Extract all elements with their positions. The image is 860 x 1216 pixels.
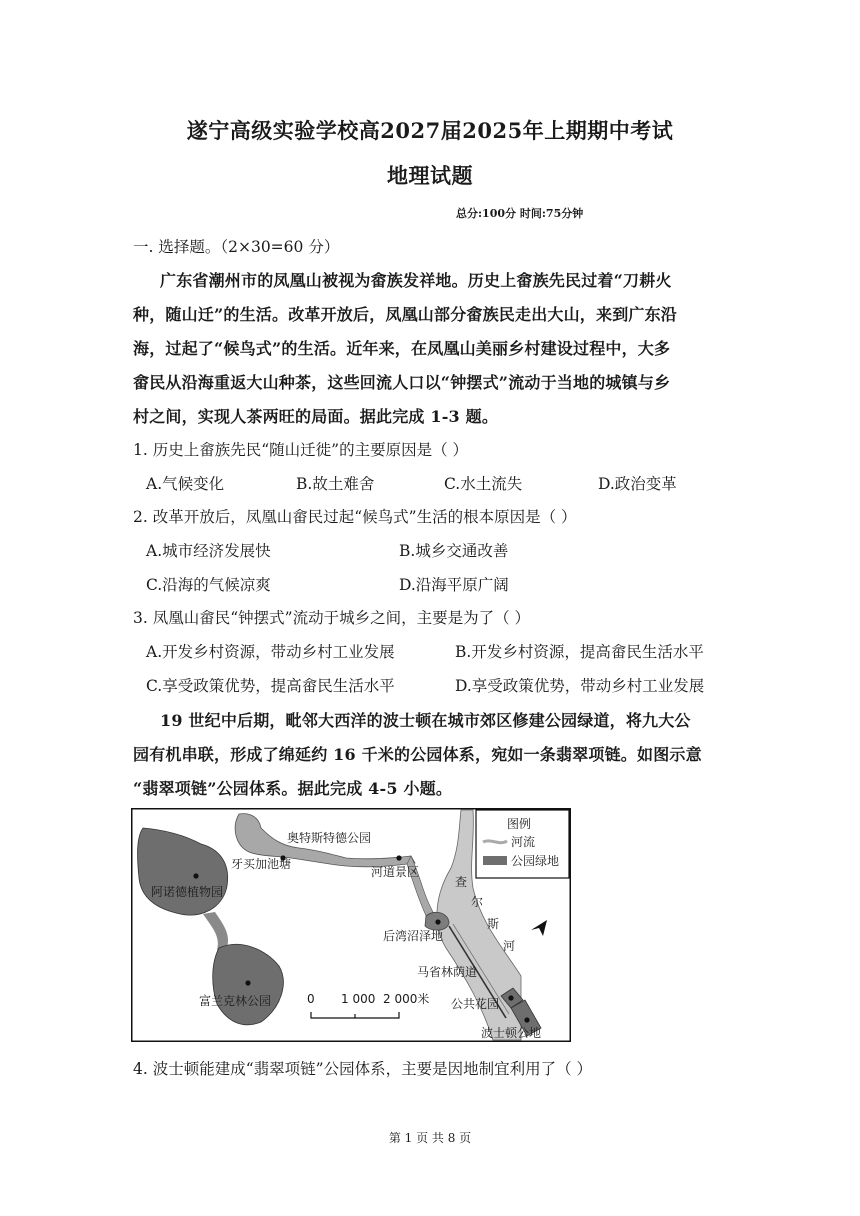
passage1-line: 村之间，实现人茶两旺的局面。据此完成 1-3 题。 [133, 407, 499, 426]
arboretum-dot [193, 873, 198, 878]
label-jamaica: 牙买加池塘 [231, 857, 292, 871]
question-2-option-c[interactable]: C.沿海的气候凉爽 [146, 576, 271, 594]
legend-title: 图例 [507, 817, 532, 831]
label-fens: 后湾沼泽地 [383, 929, 444, 943]
riverway-dot [396, 855, 401, 860]
label-riverway: 河道景区 [371, 865, 420, 879]
passage2-line: 园有机串联，形成了绵延约 16 千米的公园体系，宛如一条翡翠项链。如图示意 [133, 745, 702, 764]
question-3-option-d[interactable]: D.享受政策优势，带动乡村工业发展 [455, 677, 705, 695]
legend-river-swatch [483, 841, 507, 843]
question-3-option-a[interactable]: A.开发乡村资源，带动乡村工业发展 [146, 643, 395, 661]
label-charles-3: 斯 [487, 917, 500, 931]
question-4-stem: 4. 波士顿能建成“翡翠项链”公园体系，主要是因地制宜利用了（ ） [133, 1060, 592, 1078]
question-1-option-b[interactable]: B.故土难舍 [296, 475, 375, 493]
scale-1: 1 000 [341, 992, 376, 1006]
passage2-line: “翡翠项链”公园体系。据此完成 4-5 小题。 [133, 779, 453, 798]
passage2-line: 19 世纪中后期，毗邻大西洋的波士顿在城市郊区修建公园绿道，将九大公 [160, 711, 691, 730]
legend-river-label: 河流 [511, 835, 536, 849]
exam-meta: 总分:100分 时间:75分钟 [456, 207, 584, 220]
question-2-option-d[interactable]: D.沿海平原广阔 [399, 576, 509, 594]
question-3-stem: 3. 凤凰山畲民“钟摆式”流动于城乡之间，主要是为了（ ） [133, 609, 530, 627]
fens-dot [435, 919, 440, 924]
question-1-option-a[interactable]: A.气候变化 [146, 475, 225, 493]
question-3-option-b[interactable]: B.开发乡村资源，提高畲民生活水平 [455, 643, 704, 661]
scale-2: 2 000米 [383, 992, 430, 1006]
garden-dot [508, 995, 513, 1000]
question-1-option-c[interactable]: C.水土流失 [444, 475, 523, 493]
question-3-option-c[interactable]: C.享受政策优势，提高畲民生活水平 [146, 677, 395, 695]
label-arboretum: 阿诺德植物园 [151, 885, 224, 899]
page-footer: 第 1 页 共 8 页 [388, 1131, 472, 1145]
question-1-option-d[interactable]: D.政治变革 [598, 475, 677, 493]
label-common: 波士顿公地 [481, 1026, 542, 1040]
question-1-stem: 1. 历史上畲族先民“随山迁徙”的主要原因是（ ） [133, 441, 468, 459]
label-charles-1: 查 [455, 875, 468, 889]
passage1-line: 种，随山迁”的生活。改革开放后，凤凰山部分畲族民走出大山，来到广东沿 [133, 305, 678, 324]
label-olmsted: 奥特斯特德公园 [287, 831, 372, 845]
exam-title: 遂宁高级实验学校高2027届2025年上期期中考试 [186, 118, 674, 143]
label-garden: 公共花园 [451, 997, 500, 1011]
passage1-line: 海，过起了“候鸟式”的生活。近年来，在凤凰山美丽乡村建设过程中，大多 [133, 339, 671, 358]
label-franklin: 富兰克林公园 [199, 994, 272, 1008]
question-2-option-a[interactable]: A.城市经济发展快 [146, 542, 271, 560]
emerald-necklace-map [131, 808, 571, 1042]
scale-0: 0 [307, 992, 315, 1006]
label-charles-4: 河 [503, 939, 516, 953]
label-charles-2: 尔 [471, 895, 484, 909]
franklin-dot [245, 980, 250, 985]
label-mall: 马省林荫道 [417, 965, 478, 979]
common-dot [524, 1017, 529, 1022]
legend-park-swatch [483, 856, 507, 865]
section-heading: 一. 选择题。（2×30=60 分） [133, 238, 340, 256]
legend-park-label: 公园绿地 [511, 854, 560, 868]
question-2-stem: 2. 改革开放后，凤凰山畲民过起“候鸟式”生活的根本原因是（ ） [133, 508, 577, 526]
question-2-option-b[interactable]: B.城乡交通改善 [399, 542, 509, 560]
exam-subtitle: 地理试题 [387, 163, 473, 188]
passage1-line: 畲民从沿海重返大山种茶，这些回流人口以“钟摆式”流动于当地的城镇与乡 [133, 373, 671, 392]
passage1-line: 广东省潮州市的凤凰山被视为畲族发祥地。历史上畲族先民过着“刀耕火 [160, 271, 672, 290]
